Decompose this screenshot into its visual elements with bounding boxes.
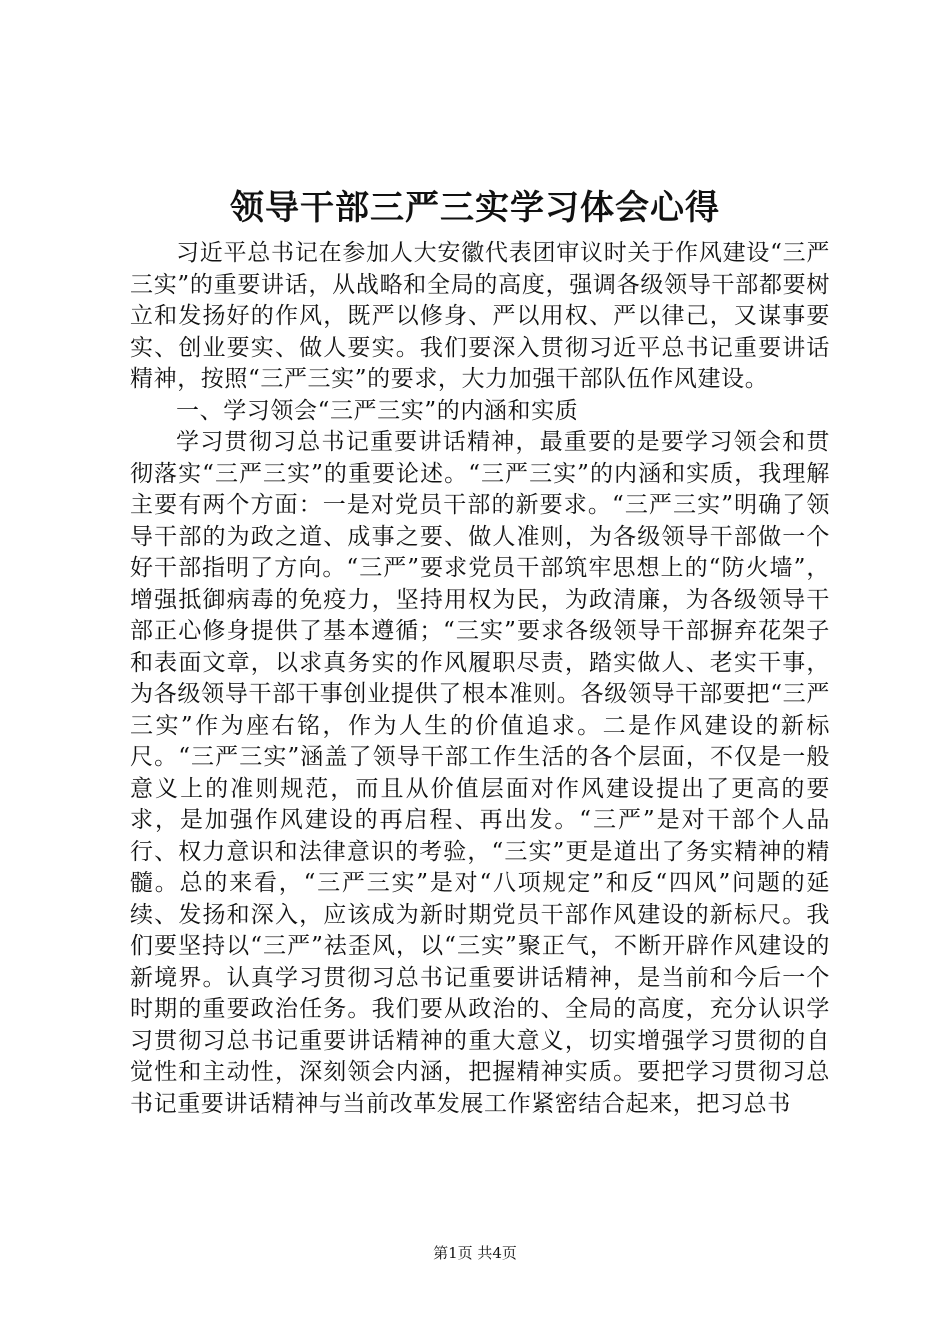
page-footer: 第1页 共4页 xyxy=(433,1244,517,1262)
paragraph-intro: 习近平总书记在参加人大安徽代表团审议时关于作风建设“三严三实”的重要讲话，从战略和全局的高度，强调各级领导干部都要树立和发扬好的作风，既严以修身、严以用权、严以律己，又谋事要实、创业要实、做人要实。我们要深入贯彻习近平总书记重要讲话精神，按照“三严三实”的要求，大力加强干部队伍作风建设。 xyxy=(130,240,830,392)
section-heading: 一、学习领会“三严三实”的内涵和实质 xyxy=(176,397,579,424)
document-body xyxy=(130,238,830,1120)
document-title: 领导干部三严三实学习体会心得 xyxy=(230,188,720,228)
paragraph-main: 学习贯彻习总书记重要讲话精神，最重要的是要学习领会和贯彻落实“三严三实”的重要论述。“三严三实”的内涵和实质，我理解主要有两个方面：一是对党员干部的新要求。“三严三实”明确了领导干部的为政之道、成事之要、做人准则，为各级领导干部做一个好干部指明了方向。“三严”要求党员干部筑牢思想上的“防火墙”，增强抵御病毒的免疫力，坚持用权为民，为政清廉，为各级领导干部正心修身提供了基本遵循；“三实”要求各级领导干部摒弃花架子和表面文章，以求真务实的作风履职尽责，踏实做人、老实干事，为各级领导干部干事创业提供了根本准则。各级领导干部要把“三严三实”作为座右铭，作为人生的价值追求。二是作风建设的新标尺。“三严三实”涵盖了领导干部工作生活的各个层面，不仅是一般意义上的准则规范，而且从价值层面对作风建设提出了更高的要求，是加强作风建设的再启程、再出发。“三严”是对干部个人品行、权力意识和法律意识的考验，“三实”更是道出了务实精神的精髓。总的来看，“三严三实”是对“八项规定”和反“四风”问题的延续、发扬和深入，应该成为新时期党员干部作风建设的新标尺。我们要坚持以“三严”祛歪风，以“三实”聚正气，不断开辟作风建设的新境界。认真学习贯彻习总书记重要讲话精神，是当前和今后一个时期的重要政治任务。我们要从政治的、全局的高度，充分认识学习贯彻习总书记重要讲话精神的重大意义，切实增强学习贯彻的自觉性和主动性，深刻领会内涵，把握精神实质。要把学习贯彻习总书记重要讲话精神与当前改革发展工作紧密结合起来，把习总书 xyxy=(130,429,830,1117)
